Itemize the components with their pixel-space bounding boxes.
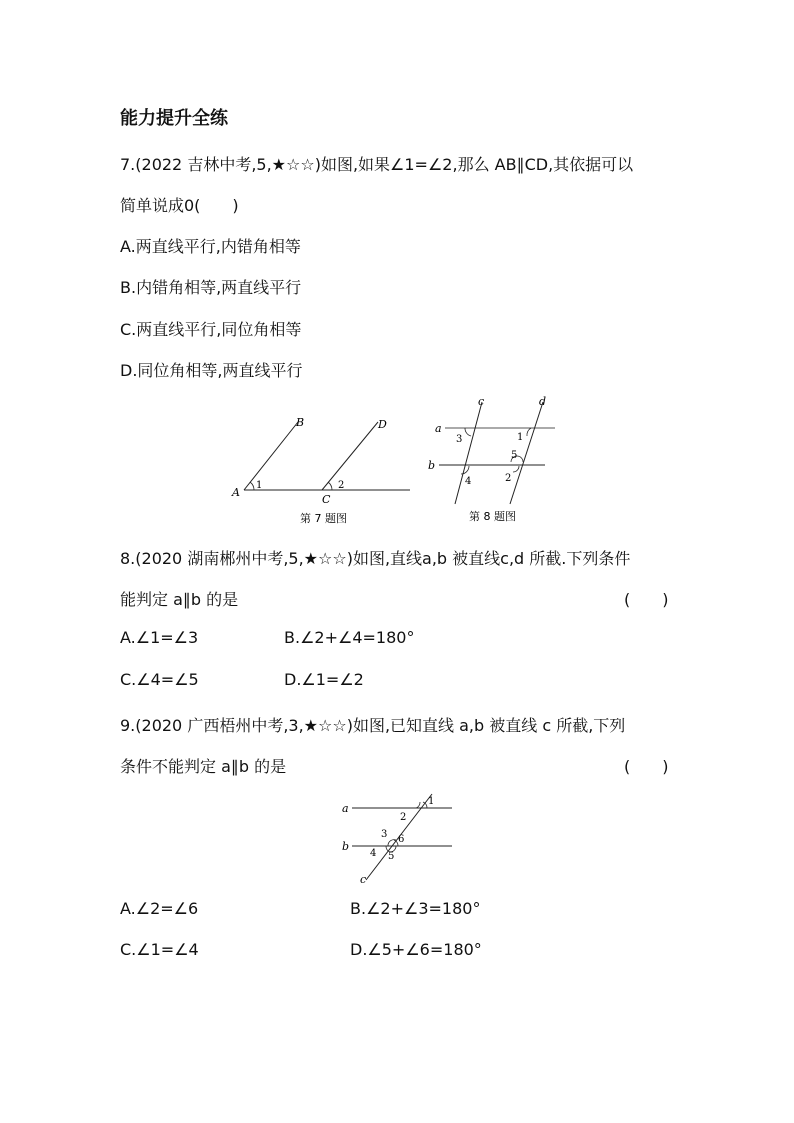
fig7-angle1-arc [250, 482, 254, 490]
fig8-caption: 第 8 题图 [469, 510, 516, 523]
fig7-angle2-label: 2 [338, 480, 345, 491]
fig8-angle4-label: 4 [465, 476, 472, 487]
q8-answer-blank[interactable]: ( ) [624, 590, 669, 609]
fig7-caption: 第 7 题图 [300, 512, 347, 525]
figure-9-diagram [336, 790, 460, 886]
q7-option-a[interactable]: A.两直线平行,内错角相等 [120, 237, 301, 256]
q9-option-a[interactable]: A.∠2=∠6 [120, 899, 199, 918]
q8-option-d[interactable]: D.∠1=∠2 [284, 670, 364, 689]
fig9-label-a: a [342, 802, 349, 815]
figure-7-diagram [230, 410, 420, 528]
fig9-angle5-label: 5 [388, 851, 395, 862]
fig7-angle2-arc [328, 482, 332, 490]
fig9-angle4-label: 4 [370, 848, 377, 859]
fig8-angle2-label: 2 [505, 473, 512, 484]
fig8-angle5-label: 5 [511, 450, 518, 461]
q7-option-d[interactable]: D.同位角相等,两直线平行 [120, 361, 303, 380]
fig9-angle3-label: 3 [381, 829, 388, 840]
fig9-angle2-arc [416, 802, 420, 808]
q7-option-c[interactable]: C.两直线平行,同位角相等 [120, 320, 302, 339]
q7-option-b[interactable]: B.内错角相等,两直线平行 [120, 278, 302, 297]
fig8-label-b: b [428, 459, 436, 472]
fig8-line-c [455, 402, 482, 504]
fig7-label-a: A [232, 486, 240, 499]
section-title: 能力提升全练 [120, 108, 228, 129]
fig8-angle1-label: 1 [517, 432, 524, 443]
q9-option-b[interactable]: B.∠2+∠3=180° [350, 899, 481, 918]
fig7-label-d: D [378, 418, 387, 431]
fig7-label-c: C [322, 493, 331, 506]
fig9-label-b: b [342, 840, 350, 853]
q8-option-a[interactable]: A.∠1=∠3 [120, 628, 199, 647]
fig8-angle3-label: 3 [456, 434, 463, 445]
fig7-line-ab [244, 422, 298, 490]
q7-stem-line1: 7.(2022 吉林中考,5,★☆☆)如图,如果∠1=∠2,那么 AB∥CD,其依据可以 [120, 155, 634, 174]
fig7-line-cd [322, 422, 378, 490]
q8-stem-line1: 8.(2020 湖南郴州中考,5,★☆☆)如图,直线a,b 被直线c,d 所截.下列条件 [120, 549, 631, 568]
fig8-label-d: d [539, 395, 547, 408]
fig8-angle1-arc [527, 428, 531, 436]
q9-stem-line1: 9.(2020 广西梧州中考,3,★☆☆)如图,已知直线 a,b 被直线 c 所截,下列 [120, 716, 626, 735]
fig8-angle3-arc [465, 428, 471, 436]
fig9-angle2-label: 2 [400, 812, 407, 823]
q9-option-d[interactable]: D.∠5+∠6=180° [350, 940, 482, 959]
q8-stem-line2: 能判定 a∥b 的是 [120, 590, 239, 609]
fig8-label-c: c [478, 395, 485, 408]
fig9-angle6-label: 6 [398, 834, 405, 845]
fig7-angle1-label: 1 [256, 480, 263, 491]
q9-option-c[interactable]: C.∠1=∠4 [120, 940, 199, 959]
fig8-angle2-arc [513, 466, 519, 472]
q7-stem-line2: 简单说成0( ) [120, 196, 239, 215]
fig9-label-c: c [360, 873, 367, 886]
fig9-angle1-label: 1 [428, 796, 435, 807]
q9-answer-blank[interactable]: ( ) [624, 757, 669, 776]
q8-option-c[interactable]: C.∠4=∠5 [120, 670, 199, 689]
q8-option-b[interactable]: B.∠2+∠4=180° [284, 628, 415, 647]
fig7-label-b: B [296, 416, 305, 429]
q9-stem-line2: 条件不能判定 a∥b 的是 [120, 757, 287, 776]
figure-8-diagram [425, 392, 565, 528]
fig8-label-a: a [435, 422, 442, 435]
